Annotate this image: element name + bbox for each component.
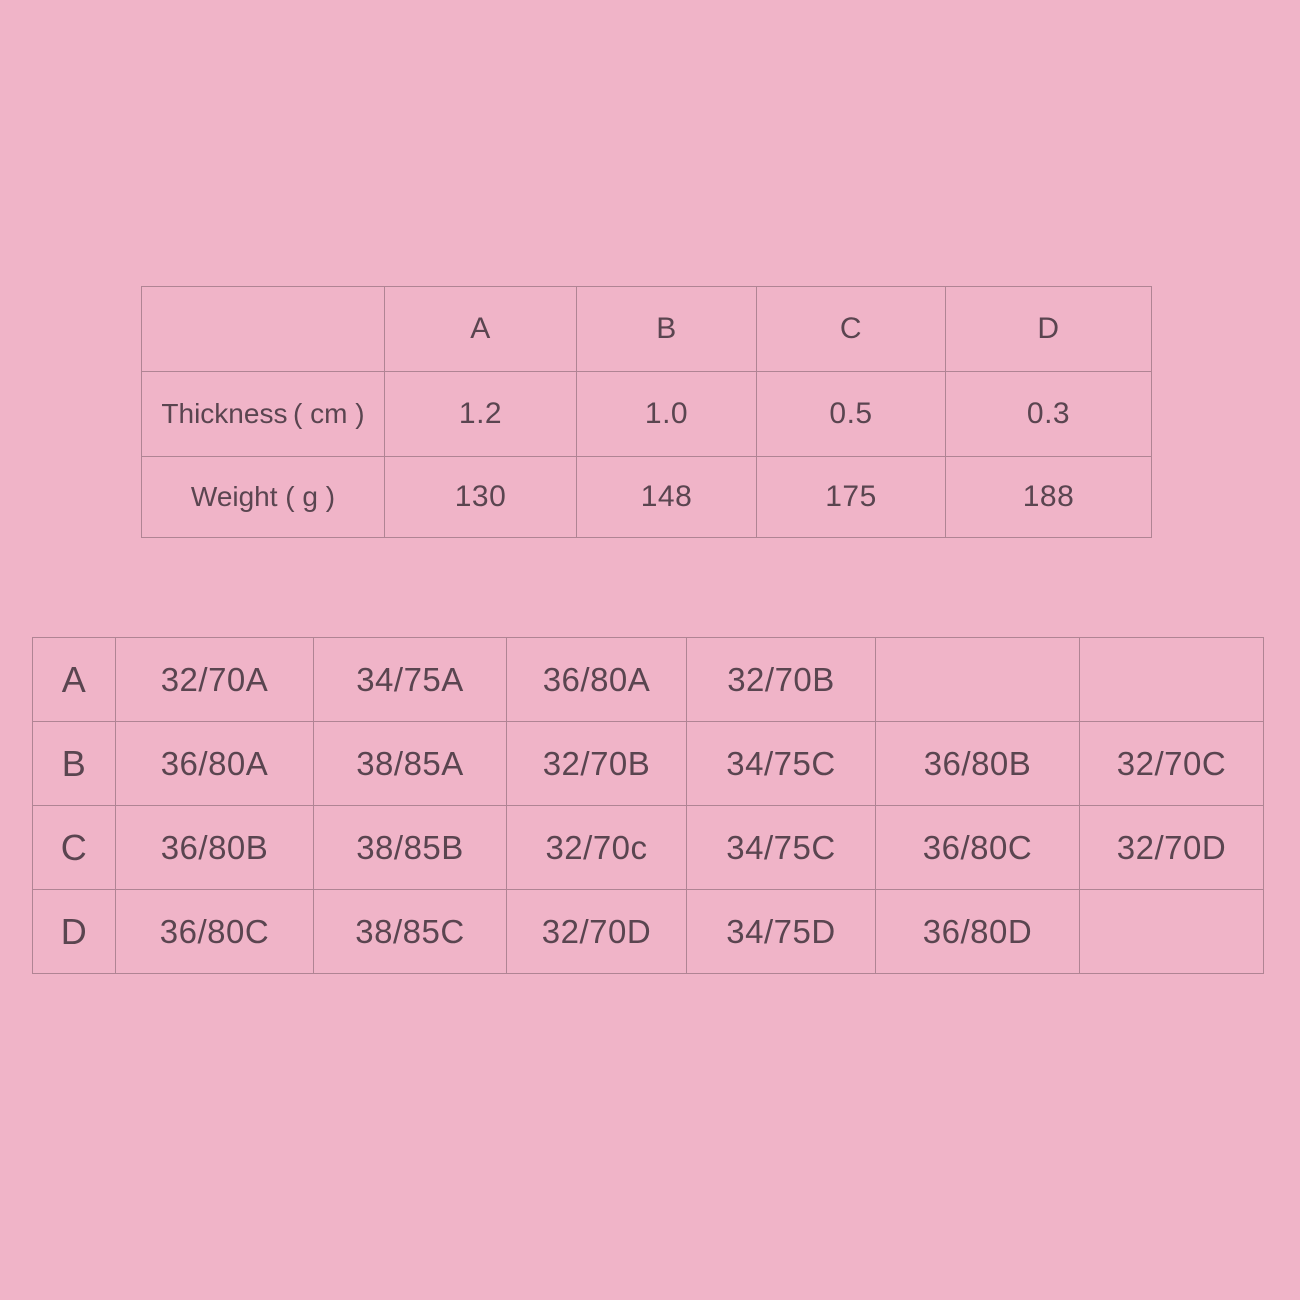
size-cell: 32/70D [1080,806,1264,890]
table-cell: 175 [757,457,946,538]
table-row [33,806,1264,890]
header-cell: A [385,287,577,372]
table-header-row [142,287,1152,372]
size-cell: 32/70B [687,638,876,722]
size-cell [1080,890,1264,974]
header-cell: B [577,287,757,372]
size-cell: 36/80A [116,722,314,806]
size-cell: 32/70C [1080,722,1264,806]
size-cell: 38/85B [314,806,507,890]
size-cell: 34/75C [687,806,876,890]
size-cell [876,638,1080,722]
row-key: B [33,722,116,806]
size-cell: 34/75A [314,638,507,722]
size-cell: 32/70c [507,806,687,890]
size-cell: 36/80B [116,806,314,890]
size-cell: 34/75D [687,890,876,974]
row-label: Weight ( g ) [142,457,385,538]
size-cell: 38/85A [314,722,507,806]
size-cell: 32/70B [507,722,687,806]
table-cell: 1.0 [577,372,757,457]
size-cell: 36/80C [876,806,1080,890]
table-cell: 148 [577,457,757,538]
table-cell: 188 [946,457,1152,538]
size-cell: 32/70D [507,890,687,974]
size-chart-table [32,637,1264,974]
size-cell: 32/70A [116,638,314,722]
table-row [33,722,1264,806]
weight-row [142,457,1152,538]
size-cell [1080,638,1264,722]
size-cell: 36/80C [116,890,314,974]
table-row [33,638,1264,722]
table-cell: 130 [385,457,577,538]
size-cell: 36/80A [507,638,687,722]
table-cell: 0.3 [946,372,1152,457]
size-cell: 38/85C [314,890,507,974]
header-cell: C [757,287,946,372]
row-label: Thickness ( cm ) [142,372,385,457]
thickness-weight-table [141,286,1152,538]
size-cell: 36/80B [876,722,1080,806]
size-cell: 36/80D [876,890,1080,974]
size-cell: 34/75C [687,722,876,806]
table-cell: 0.5 [757,372,946,457]
row-key: C [33,806,116,890]
thickness-row [142,372,1152,457]
row-key: D [33,890,116,974]
row-key: A [33,638,116,722]
table-row [33,890,1264,974]
header-cell: D [946,287,1152,372]
header-cell [142,287,385,372]
table-cell: 1.2 [385,372,577,457]
